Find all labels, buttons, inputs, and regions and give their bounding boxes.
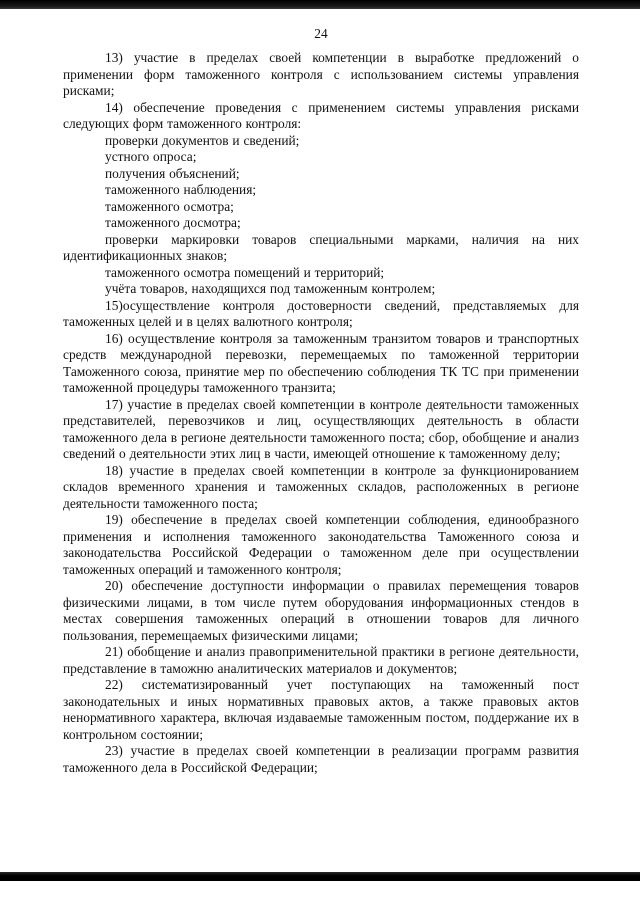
paragraph: таможенного досмотра; bbox=[105, 215, 241, 230]
paragraph: 23) участие в пределах своей компетенции в реализации программ развития таможенного дела в Российской Федерации; bbox=[63, 743, 579, 775]
paragraph: 18) участие в пределах своей компетенции в контроле за функционированием складов временного хранения и таможенных складов, расположенных в регионе деятельности таможенного поста; bbox=[63, 462, 579, 511]
paragraph: 21) обобщение и анализ правоприменительной практики в регионе деятельности, представление в таможню аналитических материалов и документов; bbox=[63, 644, 579, 676]
paragraph: 22) систематизированный учет поступающих на таможенный пост законодательных и иных нормативных правовых актов, а также правовых актов ненормативного характера, включая издаваемые таможенным постом, поддержание их в контрольном состоянии; bbox=[63, 677, 579, 742]
paragraph: 19) обеспечение в пределах своей компетенции соблюдения, единообразного применения и исполнения таможенного законодательства Таможенного союза и законодательства Российской Федерации о таможенном деле при осуществлении таможенных операций и таможенного контроля; bbox=[63, 512, 579, 577]
scan-edge-bottom bbox=[0, 872, 640, 881]
paragraph: 20) обеспечение доступности информации о правилах перемещения товаров физическими лицами, в том числе путем оборудования информационных стендов в местах совершения таможенных операций в отношении товаров для личного пользования, перемещаемых физическими лицами; bbox=[63, 578, 579, 643]
page-number: 24 bbox=[314, 26, 328, 41]
scan-edge-top bbox=[0, 0, 640, 9]
paragraph: таможенного осмотра; bbox=[105, 198, 234, 214]
paragraph: 16) осуществление контроля за таможенным транзитом товаров и транспортных средств международной перевозки, перемещаемых по таможенной территории Таможенного союза, принятие мер по обеспечению соблюдения ТК ТС при применении таможенной процедуры таможенного транзита; bbox=[63, 330, 579, 395]
paragraph: проверки маркировки товаров специальными марками, наличия на них идентификационных знаков; bbox=[63, 231, 579, 263]
paragraph: 15)осуществление контроля достоверности сведений, представляемых для таможенных целей и в целях валютного контроля; bbox=[63, 297, 579, 329]
paragraph: таможенного осмотра помещений и территорий; bbox=[105, 264, 385, 280]
paragraph: проверки документов и сведений; bbox=[105, 132, 300, 148]
paragraph: получения объяснений; bbox=[105, 165, 240, 181]
paragraph: учёта товаров, находящихся под таможенным контролем; bbox=[105, 281, 436, 296]
document-body bbox=[63, 50, 579, 776]
paragraph: устного опроса; bbox=[105, 149, 197, 164]
paragraph: таможенного наблюдения; bbox=[105, 182, 257, 197]
paragraph: 14) обеспечение проведения с применением системы управления рисками следующих форм таможенного контроля: bbox=[63, 99, 579, 131]
paragraph: 13) участие в пределах своей компетенции в выработке предложений о применении форм таможенного контроля с использованием системы управления рисками; bbox=[63, 50, 579, 98]
document-content bbox=[63, 26, 579, 776]
paragraph: 17) участие в пределах своей компетенции в контроле деятельности таможенных представителей, перевозчиков и лиц, осуществляющих деятельность в области таможенного дела в регионе деятельности таможенного поста; сбор, обобщение и анализ сведений о деятельности этих лиц в части, имеющей отношение к таможенному делу; bbox=[63, 396, 579, 461]
